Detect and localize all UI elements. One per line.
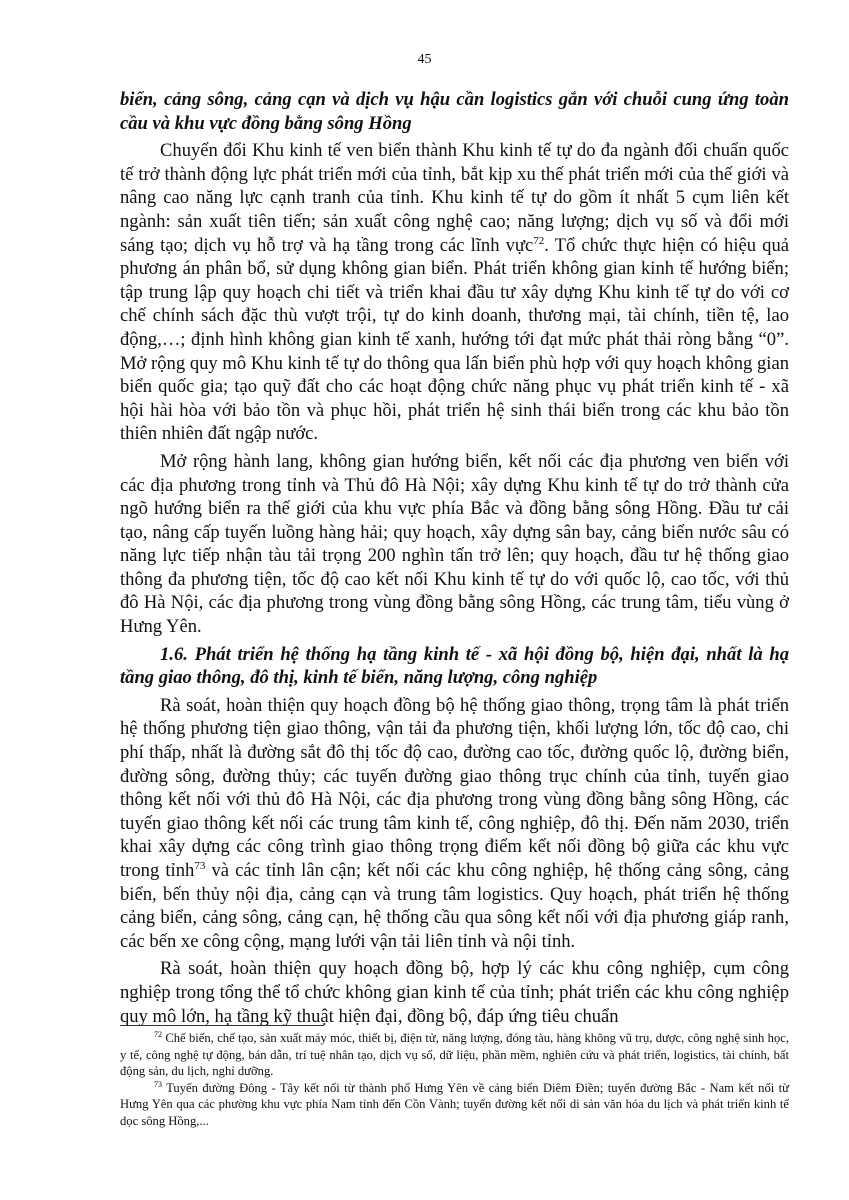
- page-number: 45: [417, 52, 432, 67]
- footnote-number: 72: [154, 1029, 162, 1039]
- section-heading-1-6: 1.6. Phát triển hệ thống hạ tầng kinh tế - xã hội đồng bộ, hiện đại, nhất là hạ tầng giao thông, đô thị, kinh tế biển, năng lượng, công nghiệp: [120, 643, 789, 689]
- paragraph-industrial-zones: Rà soát, hoàn thiện quy hoạch đồng bộ, hợp lý các khu công nghiệp, cụm công nghiệp trong tổng thể tổ chức không gian kinh tế của tỉnh; phát triển các khu công nghiệp quy mô lớn, hạ tầng kỹ thuật hiện đại, đồng bộ, đáp ứng tiêu chuẩn: [120, 958, 789, 1027]
- footnote-ref-72[interactable]: 72: [533, 234, 545, 247]
- footnotes: [120, 1030, 789, 1130]
- footnote-73: [120, 1080, 789, 1130]
- footnote-divider: [120, 1025, 324, 1026]
- footnote-72: [120, 1030, 789, 1080]
- paragraph-free-economic-zone: [120, 139, 789, 446]
- body-text: [120, 88, 789, 1032]
- continued-heading: biển, cảng sông, cảng cạn và dịch vụ hậu cần logistics gắn với chuỗi cung ứng toàn cầu và khu vực đồng bằng sông Hồng: [120, 89, 789, 134]
- footnote-ref-73[interactable]: 73: [194, 859, 206, 872]
- footnote-text: Chế biến, chế tạo, sản xuất máy móc, thiết bị, điện tử, năng lượng, đóng tàu, hàng không vũ trụ, dược, công nghệ sinh học, y tế, công nghệ tự động, bán dẫn, trí tuệ nhân tạo, dịch vụ số, dữ liệu, phần mềm, nghiên cứu và phát triển, logistics, tài chính, bất động sản, du lịch, nghỉ dưỡng.: [120, 1031, 789, 1079]
- paragraph-text: Rà soát, hoàn thiện quy hoạch đồng bộ hệ thống giao thông, trọng tâm là phát triển hệ thống phương tiện giao thông, vận tải đa phương tiện, khối lượng lớn, tốc độ cao, chi phí thấp, nhất là đường sắt đô thị tốc độ cao, đường cao tốc, đường quốc lộ, đường biển, đường sông, đường thủy; các tuyến đường giao thông trục chính của tỉnh, tuyến giao thông kết nối với thủ đô Hà Nội, các địa phương trong vùng đồng bằng sông Hồng, các tuyến giao thông kết nối các trung tâm kinh tế, công nghiệp, đô thị. Đến năm 2030, triển khai xây dựng các công trình giao thông trọng điểm kết nối đồng bộ giữa các khu vực trong tỉnh: [120, 694, 789, 881]
- paragraph-corridor: Mở rộng hành lang, không gian hướng biển, kết nối các địa phương ven biển với các địa phương trong tỉnh và Thủ đô Hà Nội; xây dựng Khu kinh tế tự do trở thành cửa ngõ hướng biển ra thế giới của khu vực phía Bắc và đồng bằng sông Hồng. Đầu tư cải tạo, nâng cấp tuyến luồng hàng hải; quy hoạch, xây dựng sân bay, cảng biển nước sâu có năng lực tiếp nhận tàu tải trọng 200 nghìn tấn trở lên; quy hoạch, đầu tư hệ thống giao thông đa phương tiện, tốc độ cao kết nối Khu kinh tế tự do với quốc lộ, cao tốc, với thủ đô Hà Nội, các địa phương trong vùng đồng bằng sông Hồng, các trung tâm, tiểu vùng ở Hưng Yên.: [120, 450, 789, 638]
- paragraph-text: . Tổ chức thực hiện có hiệu quả phương án phân bổ, sử dụng không gian biển. Phát triển không gian kinh tế hướng biển; tập trung lập quy hoạch chi tiết và triển khai đầu tư xây dựng Khu kinh tế tự do với cơ chế chính sách đặc thù vượt trội, tự do kinh doanh, thương mại, tài chính, tiền tệ, lao động,…; định hình không gian kinh tế xanh, hướng tới đạt mức phát thải ròng bằng “0”. Mở rộng quy mô Khu kinh tế tự do thông qua lấn biển phù hợp với quy hoạch không gian biển quốc gia; tạo quỹ đất cho các hoạt động chức năng phục vụ phát triển kinh tế - xã hội hài hòa với bảo tồn và phục hồi, phát triển hệ sinh thái biển trong các khu bảo tồn thiên nhiên đất ngập nước.: [120, 234, 789, 445]
- paragraph-text: Chuyển đổi Khu kinh tế ven biển thành Khu kinh tế tự do đa ngành đối chuẩn quốc tế trở thành động lực phát triển mới của tỉnh, bắt kịp xu thế phát triển mới của thế giới và nâng cao năng lực cạnh tranh của tỉnh. Khu kinh tế tự do gồm ít nhất 5 cụm liên kết ngành: sản xuất tiên tiến; sản xuất công nghệ cao; năng lượng; dịch vụ số và đổi mới sáng tạo; dịch vụ hỗ trợ và hạ tầng trong các lĩnh vực: [120, 140, 789, 256]
- footnote-number: 73: [154, 1079, 162, 1089]
- paragraph-transport: [120, 694, 789, 954]
- footnote-text: Tuyến đường Đông - Tây kết nối từ thành phố Hưng Yên về cảng biển Diêm Điền; tuyến đường Bắc - Nam kết nối từ Hưng Yên qua các phường khu vực phía Nam tỉnh đến Cồn Vành; tuyến đường kết nối di sản văn hóa du lịch và phát triển kinh tế dọc sông Hồng,...: [120, 1080, 789, 1128]
- paragraph-text: và các tỉnh lân cận; kết nối các khu công nghiệp, hệ thống cảng sông, cảng biển, bến thủy nội địa, cảng cạn và trung tâm logistics. Quy hoạch, phát triển hệ thống cảng biển, cảng sông, cảng cạn, hệ thống cầu qua sông kết nối với địa phương giáp ranh, các bến xe công cộng, mạng lưới vận tải liên tỉnh và nội tỉnh.: [120, 860, 789, 952]
